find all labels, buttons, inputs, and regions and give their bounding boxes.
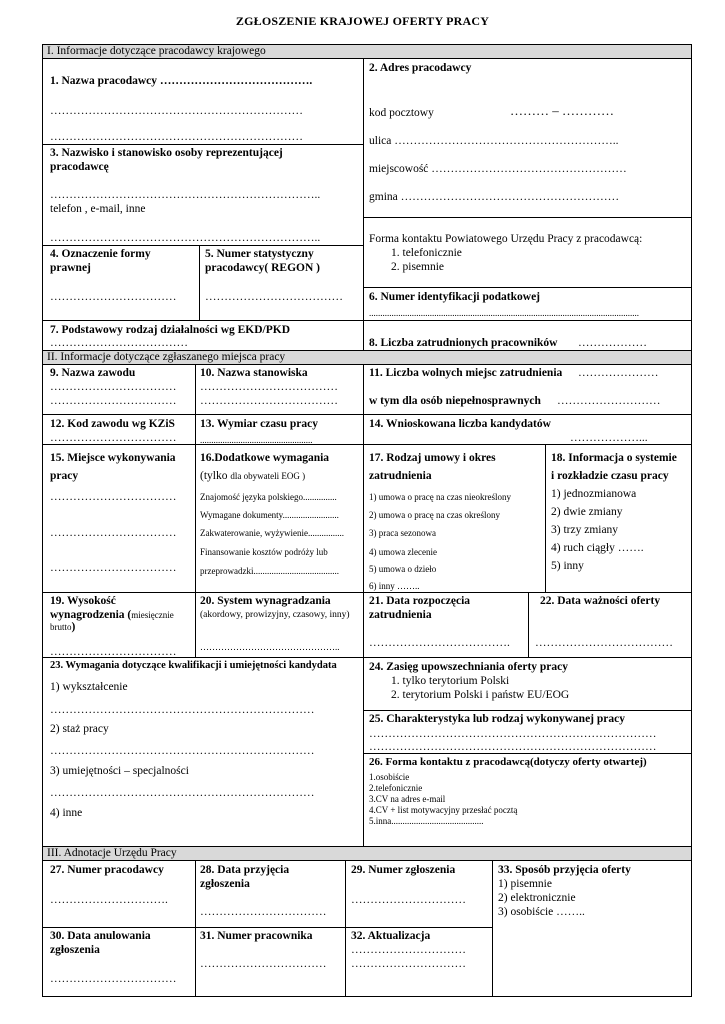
forma-kontaktu-label: Forma kontaktu Powiatowego Urzędu Pracy z pracodawcą: [369,233,643,245]
field-6-input[interactable]: ........................................................................................................................ [369,308,639,318]
kod-pocztowy-label: kod pocztowy [369,107,434,119]
divider [43,245,363,246]
field-16-zakwaterowanie[interactable]: Zakwaterowanie, wyżywienie................ [200,528,344,538]
field-6-label: 6. Numer identyfikacji podatkowej [369,291,541,303]
divider [345,861,346,996]
divider [43,927,493,928]
divider [492,861,493,996]
field-19-label: 19. Wysokość [50,595,116,607]
divider [43,144,363,145]
field-16-finansowanie[interactable]: Finansowanie kosztów podróży lub [200,547,328,557]
field-32-input-1[interactable]: ………………………… [351,944,466,956]
field-12-label: 12. Kod zawodu wg KZiS [50,418,175,430]
divider [363,287,691,288]
divider [363,710,691,711]
field-16-sub [200,469,305,483]
field-19-label-3a: brutto [50,622,72,632]
field-10-label: 10. Nazwa stanowiska [200,367,308,379]
section-2-header: II. Informacje dotyczące zgłaszanego miejsca pracy [43,351,691,365]
field-23-input-3[interactable]: …………………………………………………………… [50,787,315,799]
field-26-option-4[interactable]: 4.CV + list motywacyjny przesłać pocztą [369,805,518,815]
field-33-label: 33. Sposób przyjęcia oferty [498,864,631,876]
field-25-input-1[interactable]: ………………………………………………………………… [369,728,657,740]
field-23-option-3: 3) umiejętności – specjalności [50,765,189,777]
divider [363,59,364,350]
field-23-option-4: 4) inne [50,807,83,819]
field-10-input-2[interactable]: ……………………………… [200,395,338,407]
field-1-nazwa-pracodawcy[interactable]: 1. Nazwa pracodawcy …………………………………. [50,75,313,87]
field-25-input-2[interactable]: ………………………………………………………………… [369,741,657,753]
field-23-option-2: 2) staż pracy [50,723,109,735]
divider [545,444,546,592]
field-15-input-2[interactable]: …………………………… [50,527,177,539]
field-31-label: 31. Numer pracownika [200,930,313,942]
field-32-input-2[interactable]: ………………………… [351,958,466,970]
field-29-label: 29. Numer zgłoszenia [351,864,456,876]
field-13-input[interactable]: .................................................. [200,435,313,445]
field-32-label: 32. Aktualizacja [351,930,431,942]
field-21-input[interactable]: ………………………………. [369,637,510,649]
field-15-label: 15. Miejsce wykonywania [50,452,176,464]
field-29-input[interactable]: ………………………… [351,894,466,906]
field-18-option-5[interactable]: 5) inny [551,560,584,572]
field-19-label-2a: wynagrodzenia ( [50,609,132,621]
document-title: ZGŁOSZENIE KRAJOWEJ OFERTY PRACY [235,14,490,28]
field-20-sub: (akordowy, prowizyjny, czasowy, inny) [200,610,350,620]
field-19-input[interactable]: …………………………… [50,646,177,658]
field-14-label: 14. Wnioskowana liczba kandydatów [369,418,551,430]
field-19-label-2b: miesięcznie [131,610,174,620]
field-3-label: 3. Nazwisko i stanowisko osoby reprezentującej [50,147,283,159]
divider [528,592,529,657]
field-26-option-3[interactable]: 3.CV na adres e-mail [369,794,446,804]
field-18-option-2[interactable]: 2) dwie zmiany [551,506,623,518]
field-22-label: 22. Data ważności oferty [540,595,661,607]
field-4-input[interactable]: …………………………… [50,291,177,303]
field-9-input[interactable]: …………………………… [50,381,177,393]
field-19-paren: ) [71,621,76,633]
field-5-label-2: pracodawcy( REGON ) [205,262,320,274]
divider [363,217,691,218]
field-28-input[interactable]: …………………………… [200,906,327,918]
field-21-label: 21. Data rozpoczęcia [369,595,471,607]
field-11b-input[interactable]: ……………………… [557,395,661,407]
telefon-input[interactable]: …………………………………………………………….. [50,232,321,244]
field-33-option-3[interactable]: 3) osobiście …….. [498,906,585,918]
field-16-sub-a: (tylko [200,470,231,482]
field-23-option-1: 1) wykształcenie [50,681,128,693]
field-30-label-2: zgłoszenia [50,944,100,956]
field-5-label: 5. Numer statystyczny [205,248,314,260]
field-18-option-4[interactable]: 4) ruch ciągły ……. [551,542,644,554]
field-17-option-2[interactable]: 2) umowa o pracę na czas określony [369,510,500,520]
field-21-label-2: zatrudnienia [369,609,432,621]
field-16-przeprowadzki[interactable]: przeprowadzki...................................... [200,566,339,576]
field-24-option-1[interactable]: 1. tylko terytorium Polski [391,675,510,687]
divider [195,365,196,657]
field-15-input-3[interactable]: …………………………… [50,562,177,574]
field-8-label: 8. Liczba zatrudnionych pracowników [369,337,558,349]
field-8-input[interactable]: ……………… [578,337,647,349]
divider [43,657,691,658]
field-26-option-5[interactable]: 5.inna......................................... [369,816,484,826]
gmina-input[interactable]: gmina ………………………………………………… [369,191,620,203]
field-30-label: 30. Data anulowania [50,930,151,942]
field-19-label-3 [50,620,75,634]
field-20-label: 20. System wynagradzania [200,595,331,607]
field-4-label-2: prawnej [50,262,91,274]
field-23-input-2[interactable]: …………………………………………………………… [50,745,315,757]
field-10-input[interactable]: ……………………………… [200,381,338,393]
field-18-label-2: i rozkładzie czasu pracy [551,470,669,482]
field-11b-label: w tym dla osób niepełnosprawnych [369,395,541,407]
divider [195,861,196,996]
field-1-label [50,74,312,88]
field-30-input[interactable]: …………………………… [50,973,177,985]
field-14-input[interactable]: ………………... [570,432,648,444]
forma-kontaktu-option-1[interactable]: 1. telefonicznie [391,247,462,259]
field-1-line-2[interactable]: ………………………………………………………… [50,105,303,117]
section-1-header: I. Informacje dotyczące pracodawcy krajowego [43,45,691,59]
field-23-label: 23. Wymagania dotyczące kwalifikacji i umiejętności kandydata [50,660,337,671]
field-18-option-1[interactable]: 1) jednozmianowa [551,488,637,500]
field-3-label-2: pracodawcę [50,161,109,173]
field-7-input[interactable]: ……………………………… [50,337,188,349]
field-27-label: 27. Numer pracodawcy [50,864,164,876]
field-28-label-2: zgłoszenia [200,878,250,890]
kod-pocztowy-input[interactable]: ……… – ………… [510,103,614,118]
field-20-input[interactable]: ……………………………………….. [200,642,340,652]
field-17-option-6[interactable]: 6) inny …….. [369,581,420,591]
field-2-label: 2. Adres pracodawcy [369,62,472,74]
field-26-option-2[interactable]: 2.telefonicznie [369,783,423,793]
ulica-input[interactable]: ulica ………………………………………………….. [369,135,619,147]
field-7-label: 7. Podstawowy rodzaj działalności wg EKD/PKD [50,324,291,336]
field-15-label-2: pracy [50,470,79,482]
field-17-option-4[interactable]: 4) umowa zlecenie [369,547,437,557]
field-17-option-1[interactable]: 1) umowa o pracę na czas nieokreślony [369,492,511,502]
field-17-option-3[interactable]: 3) praca sezonowa [369,528,436,538]
field-17-option-5[interactable]: 5) umowa o dzieło [369,564,437,574]
field-16-sub-b: dla obywateli EOG ) [230,471,306,481]
field-24-label: 24. Zasięg upowszechniania oferty pracy [369,661,569,673]
field-18-label: 18. Informacja o systemie [551,452,677,464]
divider [363,365,364,846]
field-26-label: 26. Forma kontaktu z pracodawcą(dotyczy oferty otwartej) [369,756,647,768]
field-17-label: 17. Rodzaj umowy i okres [369,452,496,464]
field-4-label: 4. Oznaczenie formy [50,248,151,260]
forma-kontaktu-option-2[interactable]: 2. pisemnie [391,261,445,273]
divider [43,444,691,445]
field-27-input[interactable]: …………………………. [50,894,168,906]
divider [43,320,691,321]
field-5-input[interactable]: ……………………………… [205,291,343,303]
field-12-input[interactable]: …………………………… [50,432,177,444]
field-28-label: 28. Data przyjęcia [200,864,290,876]
field-9-label: 9. Nazwa zawodu [50,367,136,379]
field-33-option-1[interactable]: 1) pisemnie [498,878,552,890]
field-31-input[interactable]: …………………………… [200,958,327,970]
section-3-header: III. Adnotacje Urzędu Pracy [43,847,691,861]
divider [43,414,691,415]
field-24-option-2[interactable]: 2. terytorium Polski i państw EU/EOG [391,689,570,701]
field-17-label-2: zatrudnienia [369,470,432,482]
field-9-input-2[interactable]: …………………………… [50,395,177,407]
field-16-znajomosc-jezyka[interactable]: Znajomość języka polskiego............... [200,492,337,502]
field-16-label: 16.Dodatkowe wymagania [200,452,330,464]
field-16-dokumenty[interactable]: Wymagane dokumenty......................... [200,510,339,520]
field-15-input-1[interactable]: …………………………… [50,491,177,503]
miejscowosc-input[interactable]: miejscowość …………………………………………… [369,163,627,175]
field-25-label: 25. Charakterystyka lub rodzaj wykonywanej pracy [369,713,625,725]
telefon-label: telefon , e-mail, inne [50,203,146,215]
field-11-label: 11. Liczba wolnych miejsc zatrudnienia [369,367,563,379]
field-3-input[interactable]: …………………………………………………………….. [50,189,321,201]
field-11-input[interactable]: ………………… [578,367,659,379]
field-33-option-2[interactable]: 2) elektronicznie [498,892,576,904]
field-26-option-1[interactable]: 1.osobiście [369,772,410,782]
field-13-label: 13. Wymiar czasu pracy [200,418,318,430]
field-1-line-3[interactable]: ………………………………………………………… [50,131,303,143]
field-18-option-3[interactable]: 3) trzy zmiany [551,524,619,536]
divider [43,592,691,593]
divider [363,753,691,754]
field-22-input[interactable]: ……………………………… [535,637,673,649]
field-23-input-1[interactable]: …………………………………………………………… [50,704,315,716]
divider [199,245,200,320]
